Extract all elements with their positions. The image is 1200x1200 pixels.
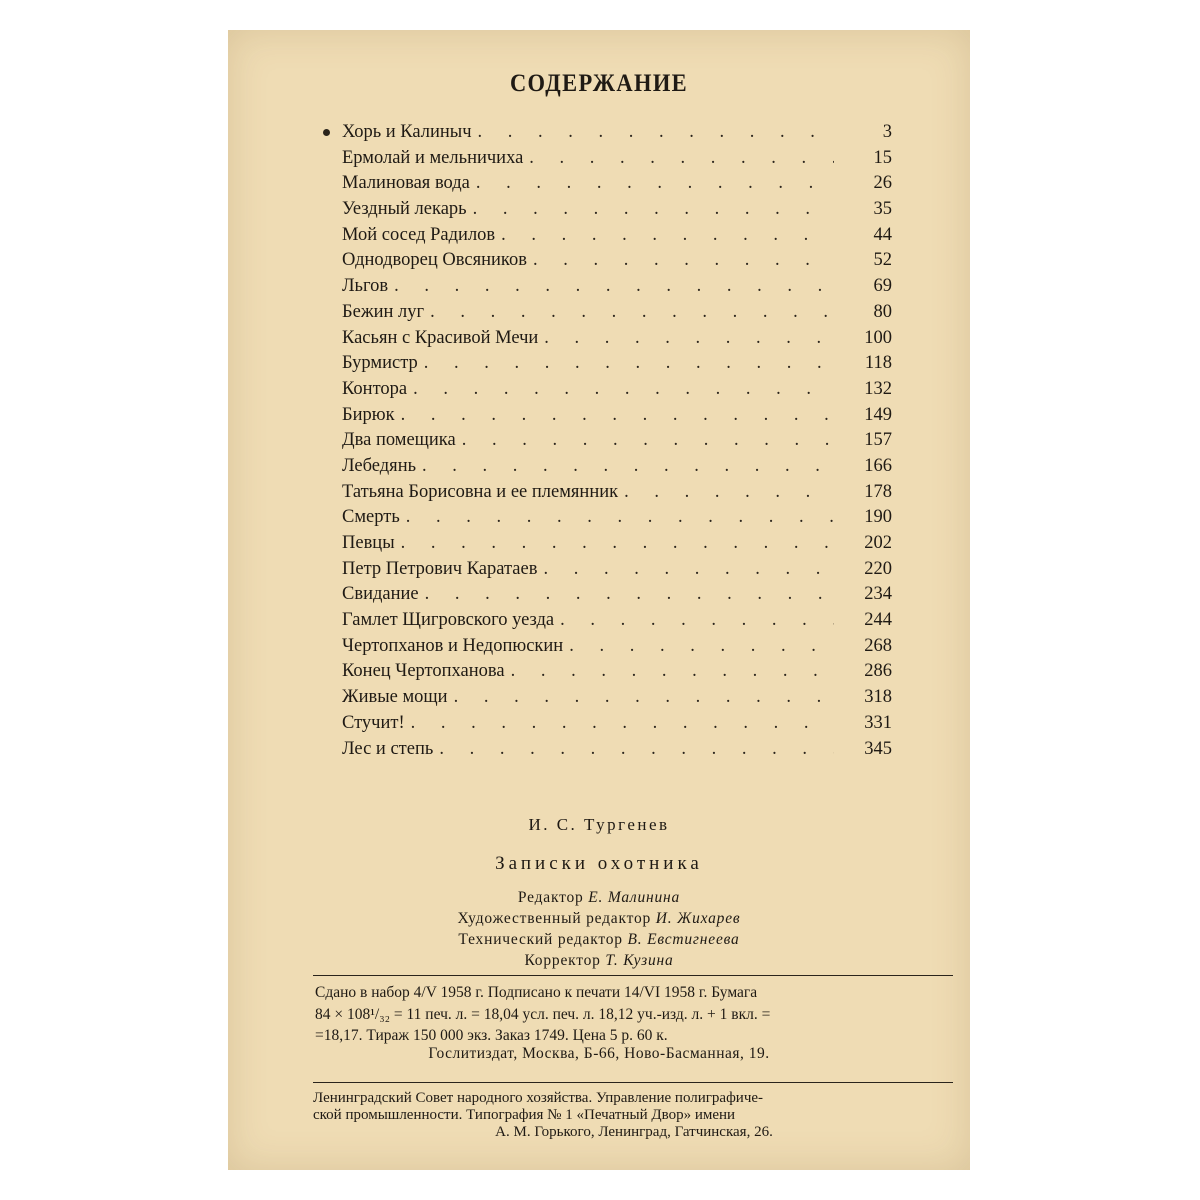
- book-title: Записки охотника: [495, 853, 703, 874]
- credit-role: Технический редактор: [458, 931, 623, 948]
- toc-entry-page: 132: [864, 378, 892, 399]
- toc-entry-title: Лес и степь: [342, 738, 434, 759]
- toc-entry: [342, 430, 892, 456]
- toc-entry: [342, 328, 892, 354]
- toc-entry: [342, 225, 892, 251]
- toc-entry-page: 149: [864, 404, 892, 425]
- dot-leader: [462, 430, 834, 451]
- toc-entry-page: 157: [864, 430, 892, 451]
- credit-role: Корректор: [524, 952, 601, 969]
- dot-leader: [501, 225, 834, 246]
- toc-entry-page: 318: [864, 687, 892, 708]
- toc-entry-page: 15: [873, 147, 892, 168]
- toc-entry-page: 331: [864, 712, 892, 733]
- toc-entry: [342, 507, 892, 533]
- toc-entry: [342, 353, 892, 379]
- toc-entry-page: 52: [873, 250, 892, 271]
- toc-entry-title: Живые мощи: [342, 687, 448, 708]
- toc-entry: [342, 456, 892, 482]
- imprint-line: =18,17. Тираж 150 000 экз. Заказ 1749. Цена 5 р. 60 к.: [315, 1027, 668, 1044]
- toc-entry-page: 345: [864, 738, 892, 759]
- toc-entry-title: Бурмистр: [342, 353, 418, 374]
- credit-line: [228, 908, 970, 929]
- toc-entry-page: 190: [864, 507, 892, 528]
- divider-top: [313, 975, 953, 976]
- toc-entry: [342, 379, 892, 405]
- toc-entry: [342, 122, 892, 148]
- imprint-line: Сдано в набор 4/V 1958 г. Подписано к печати 14/VI 1958 г. Бумага: [315, 984, 758, 1001]
- toc-entry-title: Стучит!: [342, 712, 405, 733]
- toc-entry: [342, 250, 892, 276]
- credits: [228, 887, 970, 971]
- toc-entry-page: 166: [864, 455, 892, 476]
- dot-leader: [430, 302, 834, 323]
- dot-leader: [425, 584, 834, 605]
- dot-leader: [413, 379, 834, 400]
- toc-entry: [342, 148, 892, 174]
- dot-leader: [439, 739, 834, 760]
- divider-bottom: [313, 1082, 953, 1083]
- toc-entry: [342, 636, 892, 662]
- credit-name: Т. Кузина: [605, 952, 674, 969]
- toc-entry: [342, 533, 892, 559]
- dot-leader: [422, 456, 834, 477]
- imprint-block: [315, 982, 955, 1047]
- toc-entry-title: Мой сосед Радилов: [342, 224, 496, 245]
- printer-line: ской промышленности. Типография № 1 «Печатный Двор» имени: [313, 1107, 736, 1123]
- credit-line: [228, 887, 970, 908]
- dot-leader: [424, 353, 834, 374]
- toc-entry-page: 220: [864, 558, 892, 579]
- toc-entry-title: Хорь и Калиныч: [342, 122, 472, 142]
- toc-entry-title: Два помещика: [342, 430, 456, 451]
- toc-entry-page: 100: [864, 327, 892, 348]
- toc-entry: [342, 199, 892, 225]
- toc-entry-page: 268: [864, 635, 892, 656]
- dot-leader: [401, 533, 834, 554]
- dot-leader: [454, 687, 834, 708]
- toc-entry: [342, 661, 892, 687]
- credit-line: [228, 929, 970, 950]
- toc-entry: [342, 302, 892, 328]
- toc-entry-title: Уездный лекарь: [342, 199, 467, 220]
- dot-leader: [394, 276, 834, 297]
- dot-leader: [411, 713, 834, 734]
- printer-line: Ленинградский Совет народного хозяйства. Управление полиграфиче-: [313, 1090, 764, 1106]
- toc-entry-page: 286: [864, 661, 892, 682]
- toc-entry-title: Льгов: [342, 276, 389, 297]
- toc-entry-title: Касьян с Красивой Мечи: [342, 327, 539, 348]
- dot-leader: [624, 482, 834, 503]
- dot-leader: [544, 328, 834, 349]
- toc-entry-title: Свидание: [342, 584, 419, 605]
- toc-entry-title: Конец Чертопханова: [342, 661, 505, 682]
- toc-entry-title: Контора: [342, 378, 408, 399]
- toc-entry: [342, 482, 892, 508]
- toc-entry: [342, 584, 892, 610]
- toc-entry-page: 244: [864, 610, 892, 631]
- credit-role: Редактор: [517, 889, 584, 906]
- page-title: СОДЕРЖАНИЕ: [509, 70, 689, 97]
- toc-entry-page: 178: [864, 481, 892, 502]
- publisher-line: Гослитиздат, Москва, Б-66, Ново-Басманная, 19.: [428, 1045, 770, 1062]
- toc-entry-title: Однодворец Овсяников: [342, 250, 527, 271]
- toc-entry: [342, 173, 892, 199]
- dot-leader: [511, 661, 834, 682]
- toc-entry-title: Лебедянь: [342, 455, 417, 476]
- toc-entry: [342, 687, 892, 713]
- dot-leader: [533, 250, 834, 271]
- toc-entry-page: 80: [873, 301, 892, 322]
- toc-entry-title: Смерть: [342, 507, 400, 528]
- credit-role: Художественный редактор: [457, 910, 652, 927]
- toc-entry: [342, 559, 892, 585]
- toc-entry-page: 202: [864, 533, 892, 553]
- toc-entry-page: 26: [873, 173, 892, 194]
- toc-entry: [342, 739, 892, 765]
- toc-entry-page: 35: [873, 199, 892, 220]
- dot-leader: [478, 122, 834, 143]
- table-of-contents: [342, 122, 892, 764]
- dot-leader: [560, 610, 834, 631]
- toc-entry-title: Ермолай и мельничиха: [342, 147, 524, 168]
- author-name: И. С. Тургенев: [528, 815, 670, 834]
- toc-entry-title: Бежин луг: [342, 301, 425, 322]
- toc-entry-title: Гамлет Щигровского уезда: [342, 610, 555, 631]
- toc-entry: [342, 713, 892, 739]
- toc-entry-page: 234: [864, 584, 892, 605]
- credit-line: [228, 950, 970, 971]
- dot-leader: [401, 405, 834, 426]
- toc-entry: [342, 276, 892, 302]
- dot-leader: [473, 199, 834, 220]
- toc-entry-title: Татьяна Борисовна и ее племянник: [342, 481, 619, 502]
- toc-entry-title: Бирюк: [342, 404, 395, 425]
- toc-entry-title: Чертопханов и Недопюскин: [342, 635, 564, 656]
- imprint-line: 84 × 108¹/₃₂ = 11 печ. л. = 18,04 усл. печ. л. 18,12 уч.-изд. л. + 1 вкл. =: [315, 1005, 771, 1023]
- toc-entry-title: Петр Петрович Каратаев: [342, 558, 538, 579]
- toc-entry-page: 118: [864, 353, 892, 374]
- dot-leader: [569, 636, 834, 657]
- toc-entry-page: 3: [882, 122, 892, 142]
- printer-line: А. М. Горького, Ленинград, Гатчинская, 26.: [495, 1124, 773, 1140]
- credit-name: И. Жихарев: [655, 910, 741, 927]
- dot-leader: [529, 148, 834, 169]
- toc-entry-title: Малиновая вода: [342, 173, 470, 194]
- credit-name: Е. Малинина: [588, 889, 681, 906]
- dot-leader: [543, 559, 834, 580]
- toc-entry: [342, 610, 892, 636]
- dot-leader: [476, 173, 834, 194]
- toc-entry-page: 44: [873, 224, 892, 245]
- toc-entry-title: Певцы: [342, 533, 395, 553]
- printer-block: [313, 1090, 955, 1141]
- bullet-mark: [323, 129, 330, 136]
- credit-name: В. Евстигнеева: [627, 931, 740, 948]
- toc-entry: [342, 405, 892, 431]
- book-page: [228, 30, 970, 1170]
- toc-entry-page: 69: [873, 276, 892, 297]
- dot-leader: [406, 507, 834, 528]
